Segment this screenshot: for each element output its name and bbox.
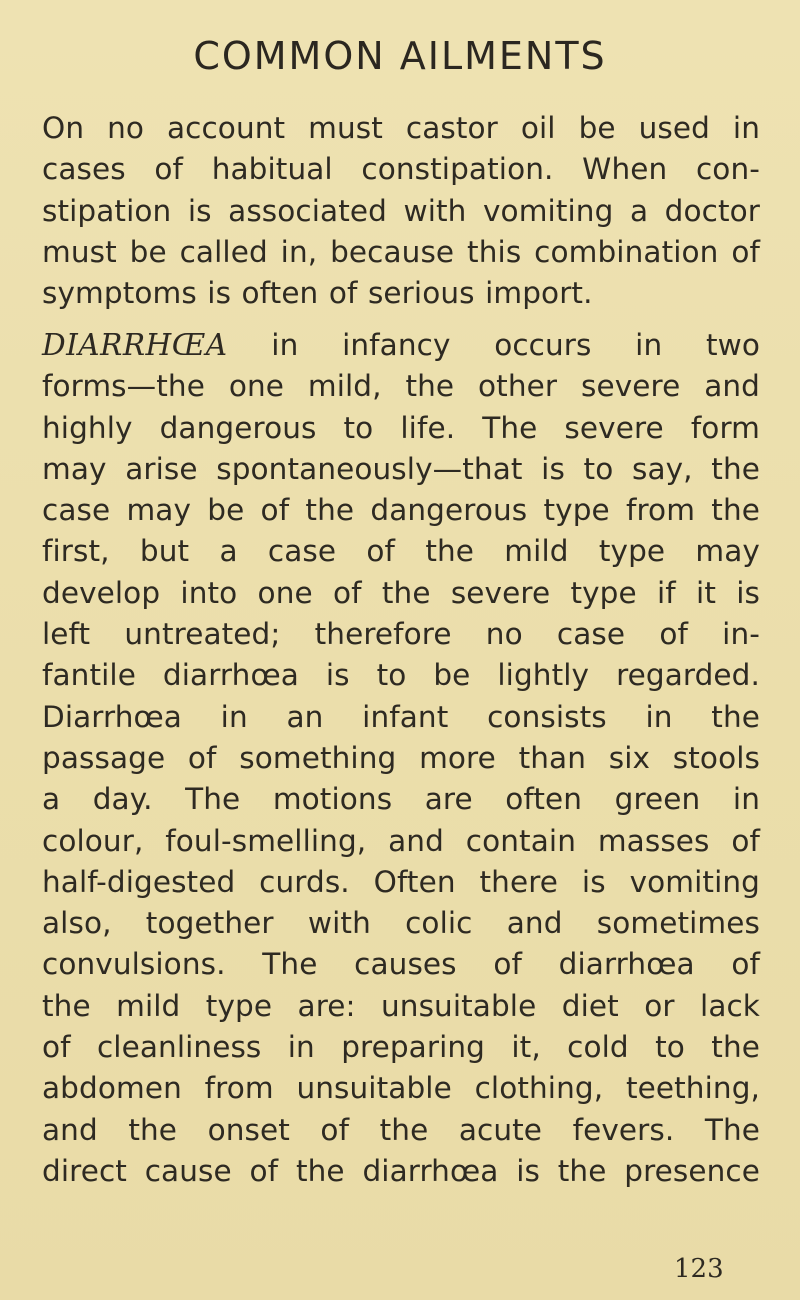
text-line: must be called in, because this combination of <box>42 234 760 269</box>
text-line: develop into one of the severe type if it is <box>42 575 760 610</box>
page-number: 123 <box>674 1254 724 1284</box>
text-line: may arise spontaneously—that is to say, the <box>42 451 760 486</box>
text-line: stipation is associated with vomiting a doctor <box>42 193 760 228</box>
section-lead-term: DIARRHŒA <box>42 328 228 362</box>
paragraph-castor-oil <box>42 108 760 314</box>
text-line: abdomen from unsuitable clothing, teething, <box>42 1071 760 1106</box>
text-line: forms—the one mild, the other severe and <box>42 369 760 404</box>
text-line: On no account must castor oil be used in <box>42 111 760 145</box>
text-line: half-digested curds. Often there is vomiting <box>42 864 760 899</box>
text-line: the mild type are: unsuitable diet or lack <box>42 988 760 1023</box>
text-line: left untreated; therefore no case of in- <box>42 617 760 652</box>
text-line: first, but a case of the mild type may <box>42 534 760 569</box>
text-line: passage of something more than six stools <box>42 740 760 775</box>
paragraph-diarrhoea <box>42 325 760 1192</box>
text-line: cases of habitual constipation. When con- <box>42 152 760 187</box>
text-line: a day. The motions are often green in <box>42 782 760 817</box>
text-line: also, together with colic and sometimes <box>42 906 760 941</box>
text-line-first <box>42 325 760 366</box>
text-line: highly dangerous to life. The severe form <box>42 410 760 445</box>
text-line: of cleanliness in preparing it, cold to the <box>42 1030 760 1065</box>
text-line: Diarrhœa in an infant consists in the <box>42 699 760 734</box>
text-line: direct cause of the diarrhœa is the presence <box>42 1153 760 1188</box>
text-line: colour, foul-smelling, and contain masses of <box>42 823 760 858</box>
text-line: fantile diarrhœa is to be lightly regarded. <box>42 658 760 693</box>
first-line-rest: in infancy occurs in two <box>227 328 760 362</box>
text-line: and the onset of the acute fevers. The <box>42 1112 760 1147</box>
text-line: case may be of the dangerous type from the <box>42 493 760 528</box>
running-head: COMMON AILMENTS <box>193 34 607 78</box>
text-line: convulsions. The causes of diarrhœa of <box>42 947 760 982</box>
text-line: symptoms is often of serious import. <box>42 276 593 311</box>
